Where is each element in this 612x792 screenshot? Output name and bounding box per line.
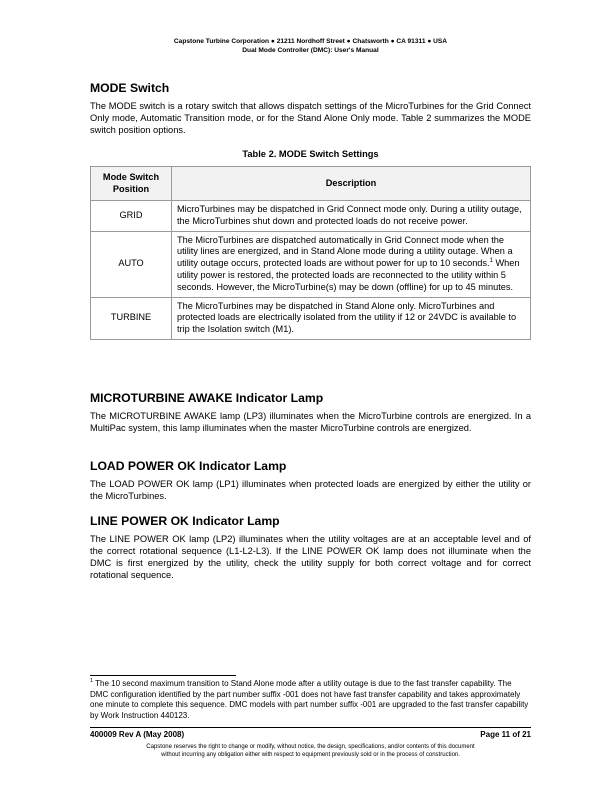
description-cell: The MicroTurbines may be dispatched in Stand Alone only. MicroTurbines and protected loads are electrically isolated from the utility if 12 or 24VDC is available to trip the Isolation switch (M1). [172, 297, 531, 339]
footnote-reference[interactable]: 1 [489, 258, 493, 265]
position-cell: GRID [91, 201, 172, 232]
description-text-part2: When utility power is restored, the protected loads are reconnected to the utility within 5 seconds. However, the MicroTurbine(s) may be down (offline) for up to 45 minutes. [177, 258, 520, 292]
description-cell: MicroTurbines may be dispatched in Grid Connect mode only. During a utility outage, the MicroTurbines shut down and protected loads do not receive power. [172, 201, 531, 232]
table-row-auto [91, 231, 531, 297]
header-company-line: Capstone Turbine Corporation ● 21211 Nordhoff Street ● Chatsworth ● CA 91311 ● USA [173, 38, 448, 45]
disclaimer-line2: without incurring any obligation either with respect to equipment previously sold or in the process of construction. [161, 752, 460, 759]
document-id: 400009 Rev A (May 2008) [90, 730, 185, 739]
page-number: Page 11 of 21 [480, 730, 531, 739]
position-cell: TURBINE [91, 297, 172, 339]
description-cell [172, 231, 531, 297]
line-power-heading: LINE POWER OK Indicator Lamp [90, 514, 280, 528]
mode-switch-table [90, 166, 531, 340]
table-caption: Table 2. MODE Switch Settings [242, 149, 379, 159]
mode-switch-heading: MODE Switch [90, 81, 170, 95]
page-header [90, 37, 531, 55]
footer-disclaimer [90, 743, 531, 759]
description-text-part1: The MicroTurbines are dispatched automatically in Grid Connect mode when the utility lines are energized, and in Stand Alone mode during a utility outage. When a utility outage occurs, protected loads are without power for up to 10 seconds. [177, 234, 513, 269]
table-row-grid [91, 201, 531, 232]
header-manual-title: Dual Mode Controller (DMC): User's Manual [242, 47, 379, 54]
table-header-row [91, 167, 531, 201]
line-power-paragraph: The LINE POWER OK lamp (LP2) illuminates when the utility voltages are at an acceptable level and of the correct rotational sequence (L1-L2-L3). If the LINE POWER OK lamp does not illuminate when the DMC is first energized by the utility, check the utility supply for both correct voltage and for correct rotational sequence. [90, 534, 531, 581]
column-header-position [91, 167, 172, 201]
column-header-position-line1: Mode Switch [102, 171, 160, 182]
awake-lamp-heading: MICROTURBINE AWAKE Indicator Lamp [90, 391, 324, 405]
position-cell: AUTO [91, 231, 172, 297]
load-power-heading: LOAD POWER OK Indicator Lamp [90, 459, 287, 473]
disclaimer-line1: Capstone reserves the right to change or modify, without notice, the design, specifications, and/or contents of this document [146, 744, 475, 750]
mode-switch-paragraph: The MODE switch is a rotary switch that allows dispatch settings of the MicroTurbines for the Grid Connect Only mode, Automatic Transition mode, or for the Stand Alone Only mode. Table 2 summarizes the MODE switch position options. [90, 101, 531, 136]
column-header-position-line2: Position [112, 183, 150, 194]
footnote-divider [90, 675, 236, 676]
footer-divider [90, 727, 531, 728]
column-header-description: Description [172, 167, 531, 201]
load-power-paragraph: The LOAD POWER OK lamp (LP1) illuminates when protected loads are energized by either the utility or the MicroTurbines. [90, 479, 531, 502]
footnote [90, 679, 531, 721]
footnote-text: The 10 second maximum transition to Stand Alone mode after a utility outage is due to the fast transfer capability. The DMC configuration identified by the part number suffix -001 does not have fast transfer capability and takes approximately one minute to complete this sequence. DMC models with part number suffix -001 are upgraded to the fast transfer capability by Work Instruction 440123. [90, 679, 529, 720]
table-row-turbine [91, 297, 531, 339]
awake-lamp-paragraph: The MICROTURBINE AWAKE lamp (LP3) illuminates when the MicroTurbine controls are energized. In a MultiPac system, this lamp illuminates when the master MicroTurbine controls are energized. [90, 411, 531, 434]
footnote-marker: 1 [90, 678, 94, 684]
